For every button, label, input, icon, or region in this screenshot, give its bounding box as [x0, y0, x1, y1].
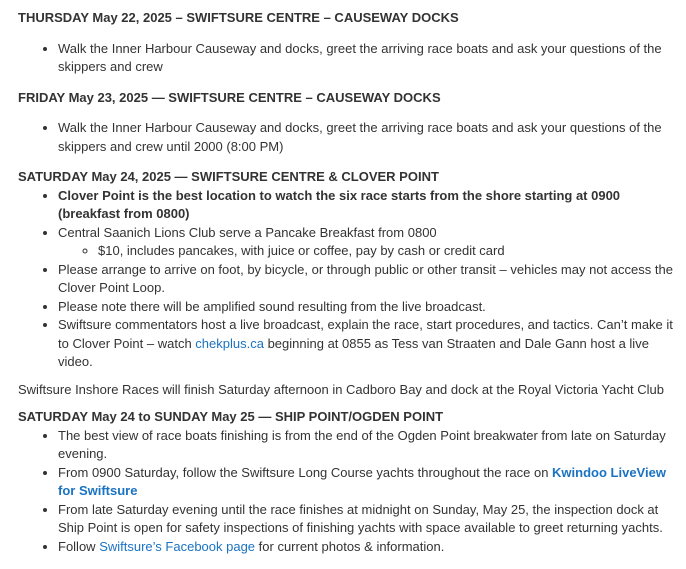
facebook-page-link[interactable]: Swiftsure’s Facebook page: [99, 538, 256, 554]
thursday-list: [18, 40, 676, 77]
list-item: • The best view of race boats finishing is from the end of the Ogden Point breakwater from late on Saturday evening.: [58, 427, 676, 464]
list-item: [58, 187, 676, 224]
list-item: • Please arrange to arrive on foot, by bicycle, or through public or other transit – vehicles may not access the Clover Point Loop.: [58, 261, 676, 298]
list-item: • Please note there will be amplified sound resulting from the live broadcast.: [58, 298, 676, 317]
saturday-list: [18, 187, 676, 372]
friday-list: [18, 119, 676, 156]
chekplus-link[interactable]: chekplus.ca: [195, 335, 264, 351]
thursday-heading: THURSDAY May 22, 2025 – SWIFTSURE CENTRE – CAUSEWAY DOCKS: [18, 10, 459, 25]
friday-heading: FRIDAY May 23, 2025 — SWIFTSURE CENTRE – CAUSEWAY DOCKS: [18, 89, 441, 105]
facebook-text-after: for current photos & information.: [255, 538, 445, 554]
list-item: [58, 464, 676, 501]
saturday-heading: SATURDAY May 24, 2025 — SWIFTSURE CENTRE & CLOVER POINT: [18, 169, 439, 184]
broadcast-text-after: beginning at 0855 as Tess van Straaten and Dale Gann host a live video.: [58, 335, 649, 369]
list-item: [58, 316, 676, 372]
list-item: [58, 224, 676, 261]
follow-text: From 0900 Saturday, follow the Swiftsure Long Course yachts throughout the race on: [58, 464, 553, 480]
ship-point-list: [18, 427, 676, 557]
broadcast-text-before: Swiftsure commentators host a live broadcast, explain the race, start procedures, and tactics. Can’t make it to Clover Point – watch: [58, 317, 673, 351]
inshore-note: Swiftsure Inshore Races will finish Saturday afternoon in Cadboro Bay and dock at the Royal Victoria Yacht Club: [18, 381, 665, 397]
list-item: [58, 538, 676, 557]
facebook-text-before: Follow: [58, 538, 100, 554]
ship-point-heading: SATURDAY May 24 to SUNDAY May 25 — SHIP POINT/OGDEN POINT: [18, 409, 444, 424]
list-item: • From late Saturday evening until the race finishes at midnight on Sunday, May 25, the inspection dock at Ship Point is open for safety inspections of finishing yachts with space available to greet returning yachts.: [58, 501, 676, 538]
clover-point-highlight: Clover Point is the best location to watch the six race starts from the shore starting at 0900 (breakfast from 0800): [58, 187, 621, 221]
pancake-breakfast-text: Central Saanich Lions Club serve a Pancake Breakfast from 0800: [58, 224, 437, 240]
pancake-sublist: [58, 242, 676, 261]
list-item: ◦ $10, includes pancakes, with juice or coffee, pay by cash or credit card: [98, 242, 676, 261]
list-item: • Walk the Inner Harbour Causeway and docks, greet the arriving race boats and ask your questions of the skippers and crew until 2000 (8:00 PM): [58, 119, 676, 156]
list-item: • Walk the Inner Harbour Causeway and docks, greet the arriving race boats and ask your questions of the skippers and crew: [58, 40, 676, 77]
kwindoo-liveview-link[interactable]: Kwindoo LiveView for Swiftsure: [58, 464, 666, 498]
